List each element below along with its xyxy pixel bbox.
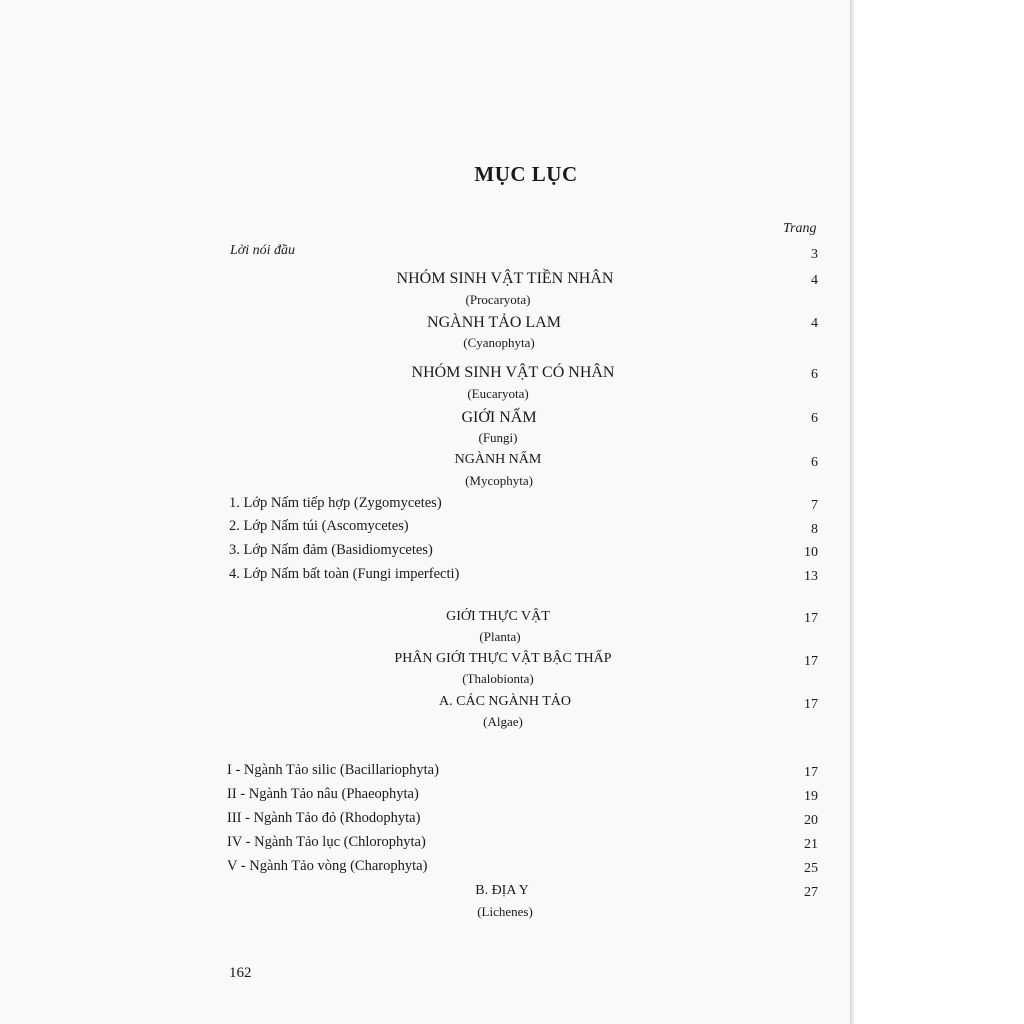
section-heading: PHÂN GIỚI THỰC VẬT BẬC THẤP — [394, 651, 612, 666]
section-subtitle: (Procaryota) — [465, 292, 531, 307]
toc-entry-page: 13 — [804, 569, 818, 584]
section-heading: B. ĐỊA Y — [475, 883, 529, 898]
toc-entry-page: 8 — [811, 522, 818, 537]
section-heading: NHÓM SINH VẬT TIỀN NHÂN — [396, 270, 614, 287]
section-page: 6 — [811, 411, 818, 426]
page-column-label: Trang — [783, 221, 817, 236]
toc-entry-page: 10 — [804, 545, 818, 560]
toc-entry-page: 17 — [804, 765, 818, 780]
section-page: 17 — [804, 654, 818, 669]
page-edge — [850, 0, 854, 1024]
toc-entry: V - Ngành Tảo vòng (Charophyta) — [227, 858, 428, 874]
section-heading: NHÓM SINH VẬT CÓ NHÂN — [411, 364, 615, 381]
toc-entry-page: 19 — [804, 789, 818, 804]
section-subtitle: (Thalobionta) — [462, 671, 534, 686]
section-subtitle: (Cyanophyta) — [463, 335, 535, 350]
toc-entry: I - Ngành Tảo silic (Bacillariophyta) — [227, 762, 439, 778]
section-subtitle: (Fungi) — [478, 430, 518, 445]
toc-entry-page: 7 — [811, 498, 818, 513]
section-page: 27 — [804, 885, 818, 900]
toc-entry: III - Ngành Tảo đỏ (Rhodophyta) — [227, 810, 421, 826]
section-page: 4 — [811, 273, 818, 288]
page-number: 162 — [229, 965, 252, 981]
toc-title: MỤC LỤC — [474, 162, 578, 186]
section-subtitle: (Algae) — [483, 714, 523, 729]
section-heading: GIỚI NẤM — [461, 409, 537, 426]
section-heading: A. CÁC NGÀNH TẢO — [439, 694, 571, 709]
preface-title: Lời nói đầu — [230, 243, 296, 258]
section-subtitle: (Planta) — [479, 629, 521, 644]
section-heading: NGÀNH TẢO LAM — [427, 314, 561, 331]
section-page: 17 — [804, 697, 818, 712]
toc-entry: II - Ngành Tảo nâu (Phaeophyta) — [227, 786, 419, 802]
section-page: 4 — [811, 316, 818, 331]
section-subtitle: (Lichenes) — [477, 904, 533, 919]
section-subtitle: (Eucaryota) — [467, 386, 529, 401]
toc-entry: 1. Lớp Nấm tiếp hợp (Zygomycetes) — [229, 495, 442, 511]
toc-entry: IV - Ngành Tảo lục (Chlorophyta) — [227, 834, 426, 850]
section-heading: GIỚI THỰC VẬT — [446, 609, 550, 624]
section-page: 17 — [804, 611, 818, 626]
section-page: 6 — [811, 367, 818, 382]
toc-entry-page: 20 — [804, 813, 818, 828]
toc-entry-page: 25 — [804, 861, 818, 876]
toc-entry: 2. Lớp Nấm túi (Ascomycetes) — [229, 518, 409, 534]
toc-entry: 3. Lớp Nấm đảm (Basidiomycetes) — [229, 542, 433, 558]
section-subtitle: (Mycophyta) — [465, 473, 533, 488]
toc-entry-page: 21 — [804, 837, 818, 852]
preface-page: 3 — [811, 247, 818, 262]
toc-entry: 4. Lớp Nấm bất toàn (Fungi imperfecti) — [229, 566, 460, 582]
section-page: 6 — [811, 455, 818, 470]
section-heading: NGÀNH NẤM — [454, 452, 542, 467]
